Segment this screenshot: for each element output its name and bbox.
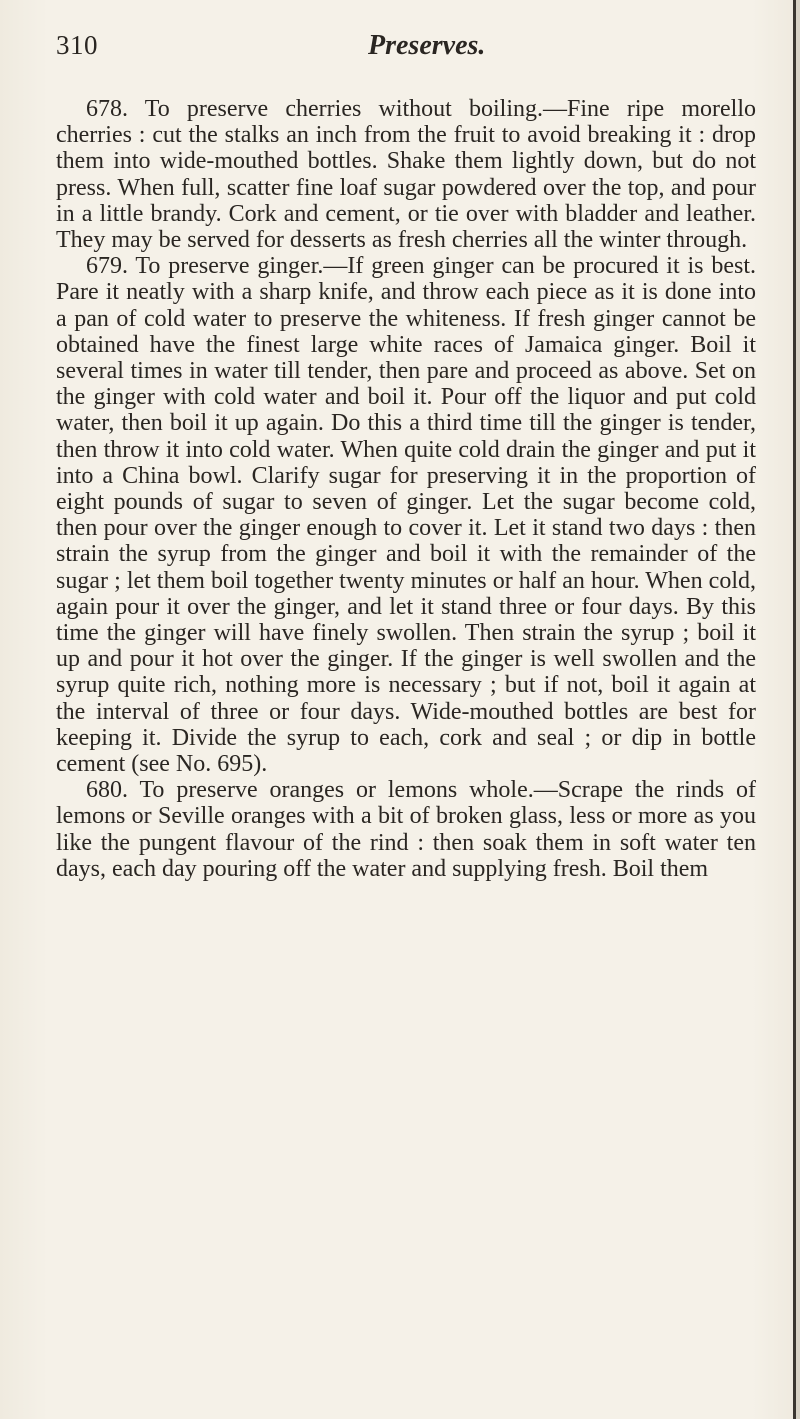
page-edge	[793, 0, 796, 1419]
recipe-678-paragraph: 678. To preserve cherries without boiling.—Fine ripe morello cherries : cut the stalks an inch from the fruit to avoid breaking it : drop them into wide-mouthed bottles. Shake them lightly down, but do not press. When full, scatter fine loaf sugar powdered over the top, and pour in a little brandy. Cork and cement, or tie over with bladder and leather. They may be served for desserts as fresh cherries all the winter through.	[56, 96, 756, 254]
recipe-679-paragraph: 679. To preserve ginger.—If green ginger can be procured it is best. Pare it neatly with a sharp knife, and throw each piece as it is done into a pan of cold water to preserve the whiteness. If fresh ginger cannot be obtained have the finest large white races of Jamaica ginger. Boil it several times in water till tender, then pare and proceed as above. Set on the ginger with cold water and boil it. Pour off the liquor and put cold water, then boil it up again. Do this a third time till the ginger is tender, then throw it into cold water. When quite cold drain the ginger and put it into a China bowl. Clarify sugar for preserving it in the proportion of eight pounds of sugar to seven of ginger. Let the sugar become cold, then pour over the ginger enough to cover it. Let it stand two days : then strain the syrup from the ginger and boil it with the remainder of the sugar ; let them boil together twenty minutes or half an hour. When cold, again pour it over the ginger, and let it stand three or four days. By this time the ginger will have finely swollen. Then strain the syrup ; boil it up and pour it hot over the ginger. If the ginger is well swollen and the syrup quite rich, nothing more is necessary ; but if not, boil it again at the interval of three or four days. Wide-mouthed bottles are best for keeping it. Divide the syrup to each, cork and seal ; or dip in bottle cement (see No. 695).	[56, 253, 756, 778]
recipe-680-paragraph: 680. To preserve oranges or lemons whole.—Scrape the rinds of lemons or Seville oranges with a bit of broken glass, less or more as you like the pungent flavour of the rind : then soak them in soft water ten days, each day pouring off the water and supplying fresh. Boil them	[56, 777, 756, 882]
page-number: 310	[56, 30, 98, 60]
page-edge-shadow	[796, 0, 800, 1419]
running-head: Preserves.	[368, 30, 486, 61]
page-header	[56, 2, 756, 62]
body-text	[56, 96, 756, 882]
